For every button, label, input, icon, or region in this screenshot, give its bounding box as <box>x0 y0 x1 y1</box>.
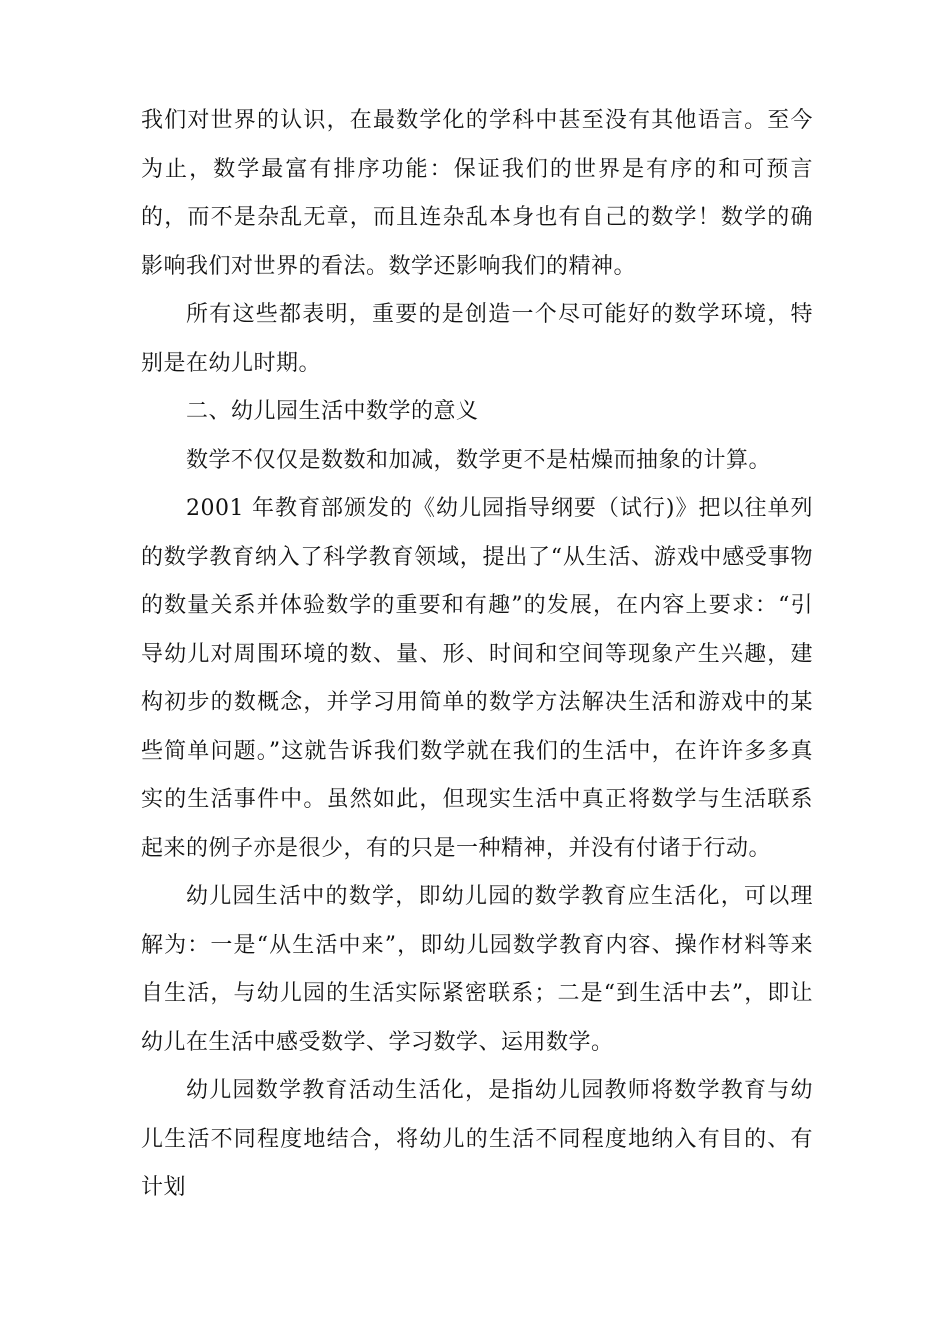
paragraph: 幼儿园生活中的数学，即幼儿园的数学教育应生活化，可以理解为：一是“从生活中来”，即幼儿园数学教育内容、操作材料等来自生活，与幼儿园的生活实际紧密联系；二是“到生活中去”，即让幼儿在生活中感受数学、学习数学、运用数学。 <box>141 884 813 1055</box>
paragraph: 幼儿园数学教育活动生活化，是指幼儿园教师将数学教育与幼儿生活不同程度地结合，将幼儿的生活不同程度地纳入有目的、有计划 <box>141 1078 813 1200</box>
paragraph: 数学不仅仅是数数和加减，数学更不是枯燥而抽象的计算。 <box>186 447 772 473</box>
paragraph: 2001 年教育部颁发的《幼儿园指导纲要（试行)》把以往单列的数学教育纳入了科学教育领域，提出了“从生活、游戏中感受事物的数量关系并体验数学的重要和有趣”的发展，在内容上要求：“引导幼儿对周围环境的数、量、形、时间和空间等现象产生兴趣，建构初步的数概念，并学习用简单的数学方法解决生活和游戏中的某些简单问题。”这就告诉我们数学就在我们的生活中，在许许多多真实的生活事件中。虽然如此，但现实生活中真正将数学与生活联系起来的例子亦是很少，有的只是一种精神，并没有付诸于行动。 <box>141 496 813 861</box>
section-heading: 二、幼儿园生活中数学的意义 <box>186 399 479 424</box>
paragraph: 所有这些都表明，重要的是创造一个尽可能好的数学环境，特别是在幼儿时期。 <box>141 302 813 376</box>
paragraph-continued: 我们对世界的认识，在最数学化的学科中甚至没有其他语言。至今为止，数学最富有排序功能：保证我们的世界是有序的和可预言的，而不是杂乱无章，而且连杂乱本身也有自己的数学！数学的确影响我们对世界的看法。数学还影响我们的精神。 <box>141 108 813 279</box>
document-page <box>141 97 813 1213</box>
